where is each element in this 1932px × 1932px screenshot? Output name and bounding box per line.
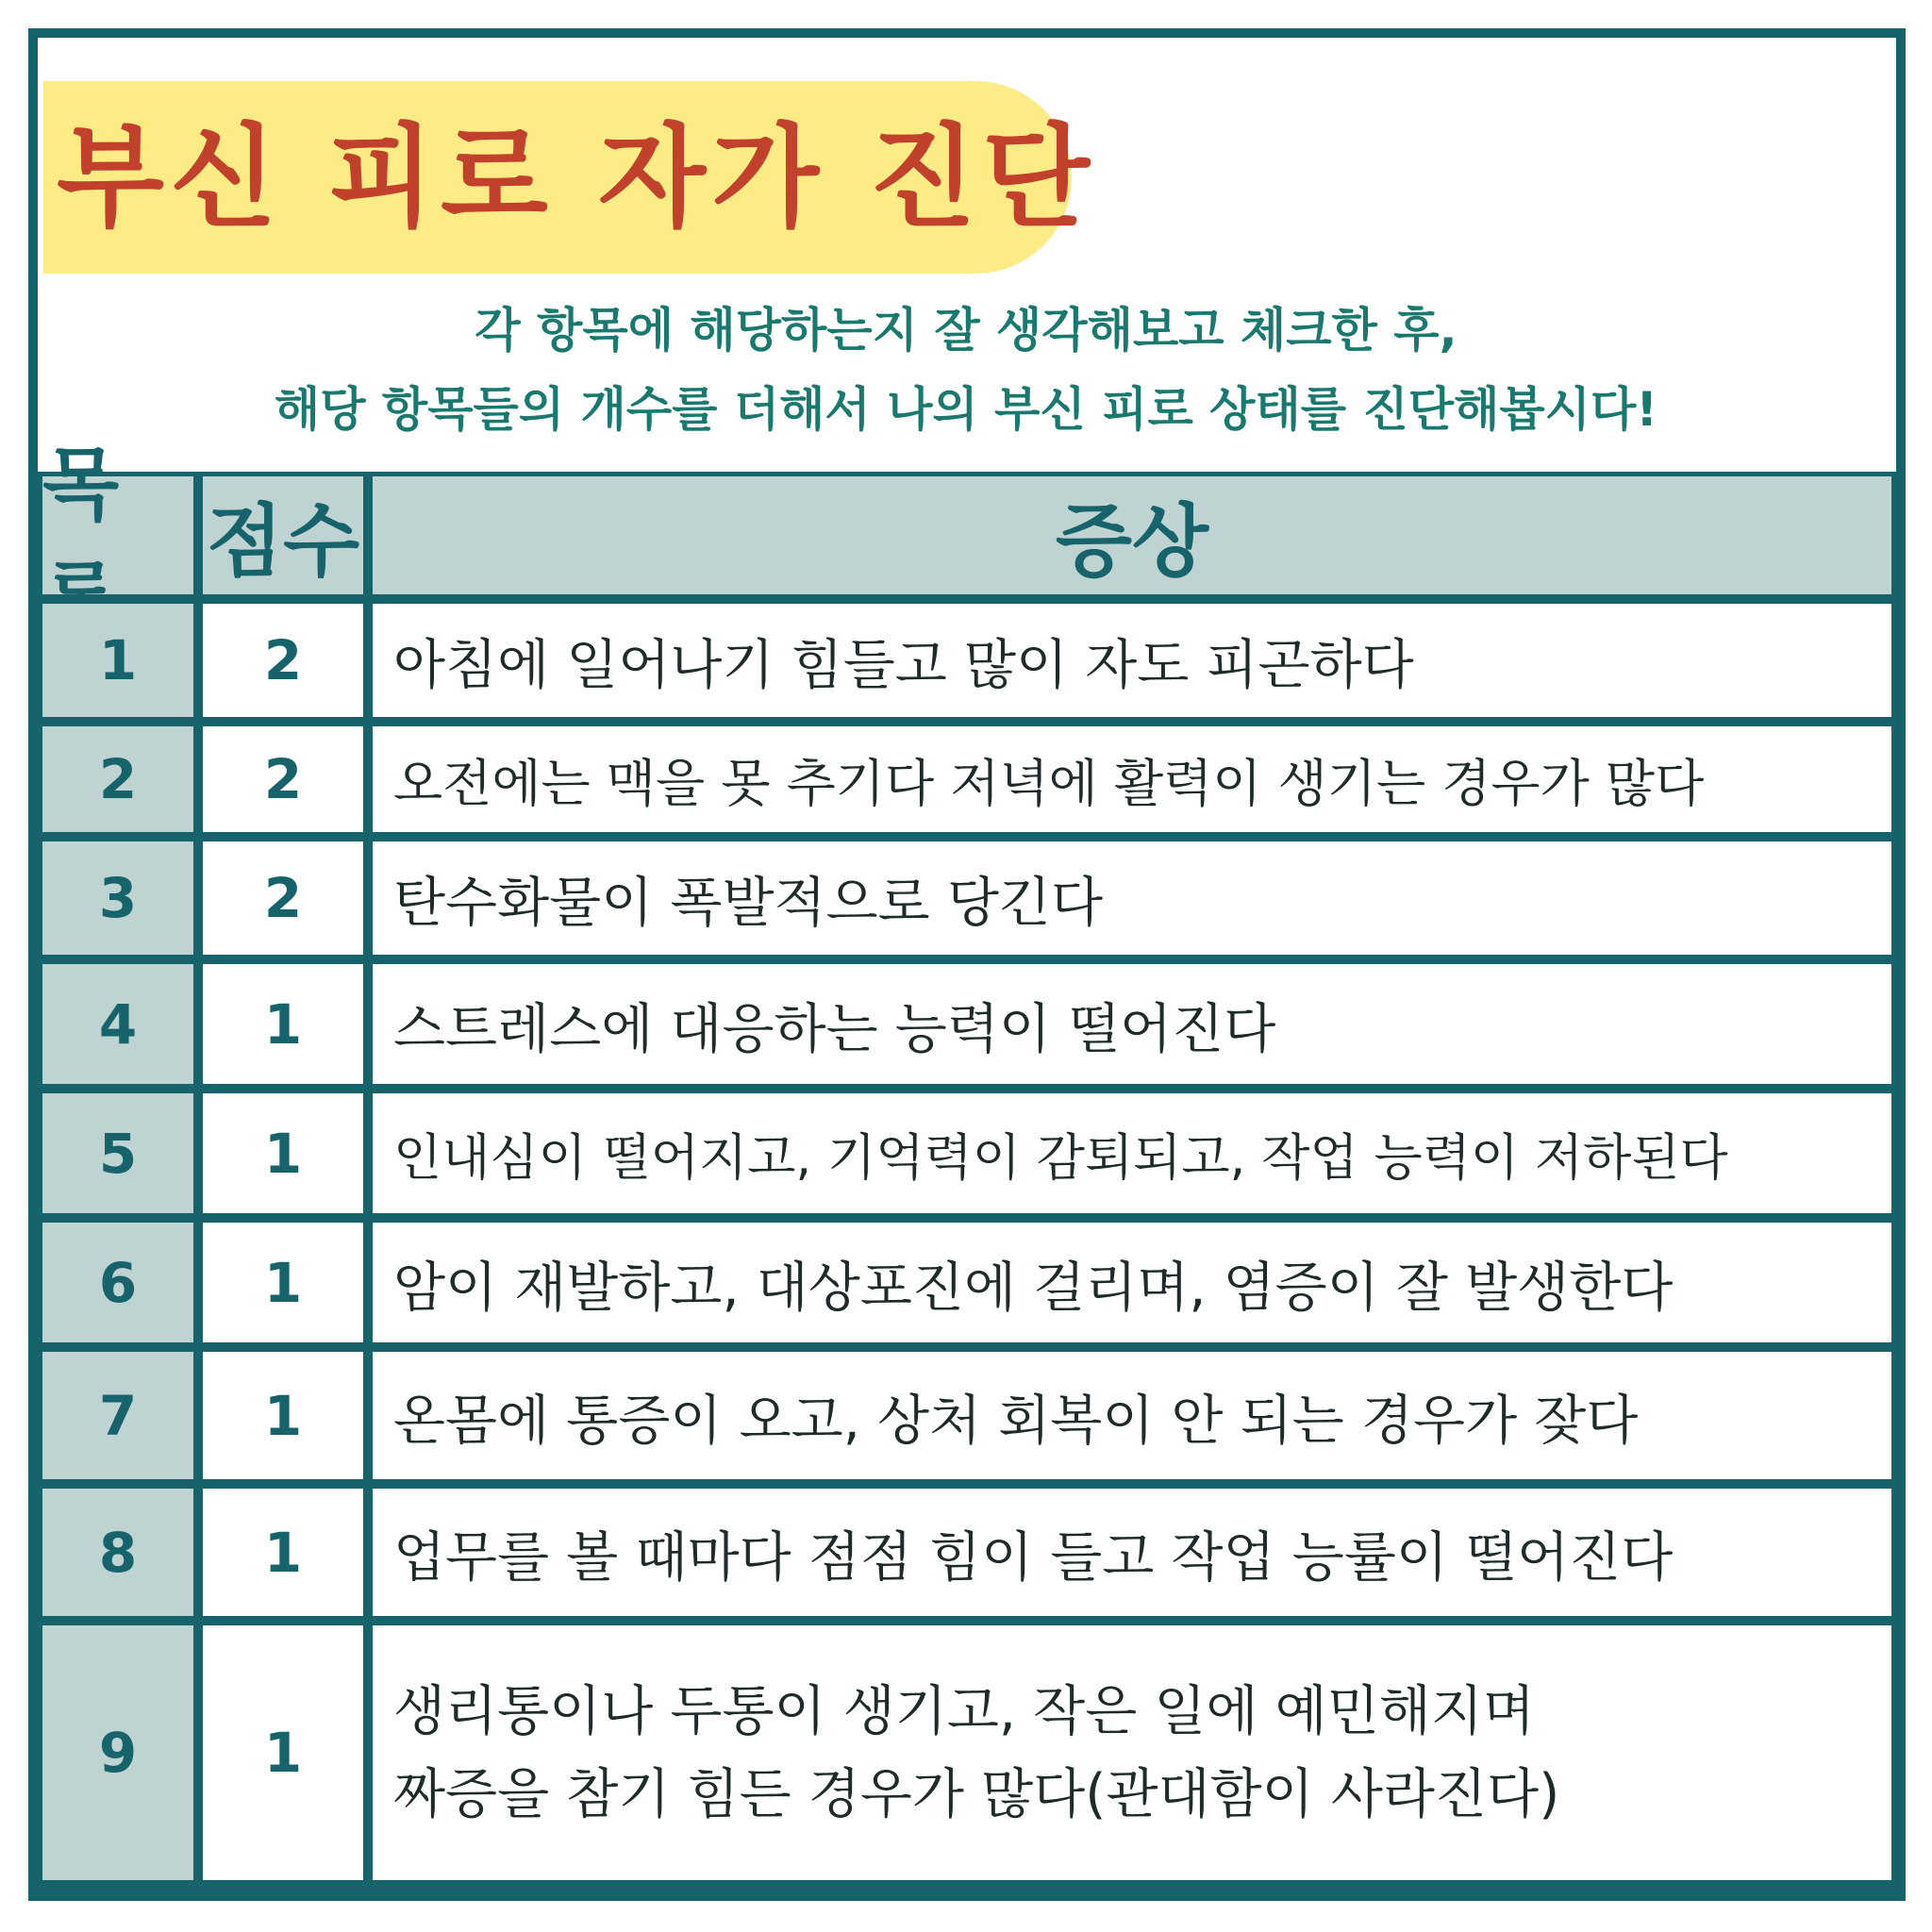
row-score: 2 xyxy=(198,599,368,722)
page-title: 부신 피로 자가 진단 xyxy=(57,112,1096,242)
row-symptom xyxy=(368,1621,1896,1885)
row-number: 9 xyxy=(38,1621,198,1885)
row-number: 3 xyxy=(38,837,198,959)
row-symptom: 업무를 볼 때마다 점점 힘이 들고 작업 능률이 떨어진다 xyxy=(368,1484,1896,1621)
row-score: 2 xyxy=(198,837,368,959)
row-score: 1 xyxy=(198,1484,368,1621)
instruction-line-1: 각 항목에 해당하는지 잘 생각해보고 체크한 후, xyxy=(475,303,1457,358)
row-score: 1 xyxy=(198,1218,368,1347)
row-score: 1 xyxy=(198,1347,368,1484)
row-number: 5 xyxy=(38,1089,198,1218)
row-number: 1 xyxy=(38,599,198,722)
row-symptom: 탄수화물이 폭발적으로 당긴다 xyxy=(368,837,1896,959)
row-score: 2 xyxy=(198,722,368,837)
row-symptom-line-2: 짜증을 참기 힘든 경우가 많다(관대함이 사라진다) xyxy=(393,1763,1560,1825)
row-number: 8 xyxy=(38,1484,198,1621)
row-symptom: 아침에 일어나기 힘들고 많이 자도 피곤하다 xyxy=(368,599,1896,722)
row-score: 1 xyxy=(198,1089,368,1218)
header-item: 목 xyxy=(38,472,198,599)
row-symptom: 스트레스에 대응하는 능력이 떨어진다 xyxy=(368,959,1896,1089)
header-symptom: 증상 xyxy=(368,472,1896,599)
instruction-line-2: 해당 항목들의 개수를 더해서 나의 부신 피로 상태를 진단해봅시다! xyxy=(274,382,1658,437)
header-score: 점수 xyxy=(198,472,368,599)
row-symptom: 오전에는 맥을 못 추기다 저녁에 활력이 생기는 경우가 많다 xyxy=(368,722,1896,837)
row-symptom: 온몸에 통증이 오고, 상처 회복이 안 되는 경우가 잦다 xyxy=(368,1347,1896,1484)
row-number: 6 xyxy=(38,1218,198,1347)
row-number: 2 xyxy=(38,722,198,837)
diagnosis-table xyxy=(38,438,1896,1891)
row-score: 1 xyxy=(198,959,368,1089)
row-score: 1 xyxy=(198,1621,368,1885)
row-number: 7 xyxy=(38,1347,198,1484)
row-symptom: 인내심이 떨어지고, 기억력이 감퇴되고, 작업 능력이 저하된다 xyxy=(368,1089,1896,1218)
row-symptom-line-1: 생리통이나 두통이 생기고, 작은 일에 예민해지며 xyxy=(393,1679,1535,1742)
row-symptom: 암이 재발하고, 대상포진에 걸리며, 염증이 잘 발생한다 xyxy=(368,1218,1896,1347)
row-number: 4 xyxy=(38,959,198,1089)
